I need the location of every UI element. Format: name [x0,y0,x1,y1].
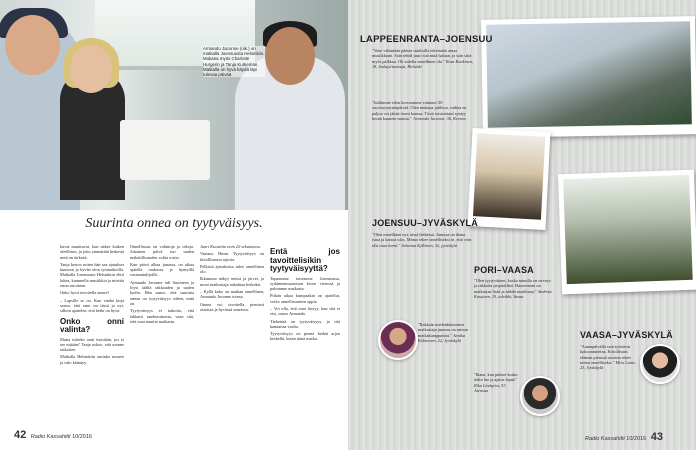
quote: "Rakkain mielenkiintoinen matkustaja junassa on minun matkakumppanini." [418,322,468,338]
photo-woman-seat [481,16,696,138]
text-column-2 [130,244,194,326]
section-title: JOENSUU–JYVÄSKYLÄ [372,218,478,228]
avatar-caption [474,372,520,393]
text-column-3 [200,244,264,314]
quote: "Aamupäivällä sain työnteon kokoontuneina. Kiitollisuus elämän pienistä asioista tekee minut onnelliseksi." [580,344,631,365]
section-title: PORI–VAASA [474,265,534,275]
smiling-man [235,55,345,210]
section-heading: Onko onni valinta? [60,316,124,335]
section-title: LAPPEENRANTA–JOENSUU [360,34,493,45]
photo-caption: Armando Jaconne (oik.) on matkalla Joensuusta Helsinkiin. Mukana myös Charlotte Hurgerin ja Tanja Kurkeman. Matkalla on hyvä käydä läpi tulevaa päivää. [203,46,265,78]
section-text [372,232,472,248]
photo-woman-portrait [467,128,550,230]
paragraph: Onko hyvä tavoitella onnea? [60,290,110,296]
paragraph: Mutta tuleeko onni itsestään, jos ei tee mitään? Tanja uskoo, että asenne ratkaisee. [60,336,124,353]
paragraph: Pelkistä ajatuksista tulee onnellinen olo. [200,263,264,275]
paragraph: Onnellisuus on valintoja ja tekoja. Jokainen päivä tuo uuden mahdollisuuden valita toisin. [130,244,194,260]
section-title: VAASA–JYVÄSKYLÄ [580,330,673,340]
paragraph: – Voi olla, että onni löytyy, kun sitä ei etsi, sanoo Armando. [270,305,340,317]
magazine-name: Radio Kassahitti [585,436,625,442]
quote-author: Johanna Kyllönen, 32, jyväskylä [401,242,458,248]
quote: "Ihana, kun pääsee kotiin äidin luo ja ajatus lepää." [474,372,518,383]
magazine-name: Radio Kassahitti [30,434,71,440]
page-number: 43 [650,431,663,443]
paragraph: – Lapsille se on. Kun vanha kirja sanoo, että onni on tässä ja nyt, silloin ajattelen, että hetki on hyvä. [60,297,124,314]
text-column-4 [270,244,340,344]
paragraph: Matkalla Helsinkiin aurinko nousee ja valo kääntyy. [60,354,124,365]
paragraph: Ikkunasta näkyy metsä ja järvet, ja moni matkustaja nukahtaa hetkeksi. [200,276,264,287]
avatar [520,376,560,416]
paragraph: Tyytyväisyys on pieniä hetkiä arjen keskellä, kuten tämä matka. [270,331,340,342]
paragraph: – Kyllä koko on matkan onnellinen, Armando Jaconne toteaa. [200,289,264,300]
paragraph: kuvat muuttuvat, kun näkee kaiken oleellisen, ja joku ymmärtää hetkestä mitä on tärkeää. [60,244,124,260]
quote-author: Annika Kolmonen, 22, Jyväskylä [418,332,466,343]
section-text [372,48,474,69]
train-table [120,120,210,180]
issue: 10/2016 [72,434,92,440]
page-number: 42 [14,429,27,441]
photo-image [563,175,693,284]
paragraph: Onnea voi tavoitella pienissä asioissa ja hyvässä seurassa. [200,301,264,312]
quote: "Olen onnellinen nyt, tässä hetkessä. Junassa on ihana istua ja katsoa ulos. Minua tekee onnelliseksi se, että voin olla oma itseni." [372,232,472,248]
quote-author: Rosa Kuokinen, 18, laulaja/tuottaja, Helsinki [372,58,474,69]
section-text [372,100,474,121]
quote: "Juhlimme eilen korvaamme vaimoni 35-vuotissyntymäpäivää. Olen mukana juhlissa, vaikka en paljoa voi jättää itseni kanssa. Tästä toistoistani syntyy kesän kaunein muisto." [372,100,467,121]
quote-author: Riku Lindqvist, 57, Joensuu [474,382,507,393]
pull-quote [0,212,348,236]
paragraph: Vastaus. Hmm. Tyytyväisyys on kiitollisuutta arjesta. [200,251,264,262]
quote-author: Andreas Kassinen, 19, talvikki, Vaasa [474,288,552,299]
paragraph: Tyytyväisyys ei tarkoita, että lakkaisi unelmoimasta, vaan sitä, että osaa nauttia matkasta. [130,308,194,324]
section-heading: Entä jos tavoittelisikin tyytyväisyyttä? [270,247,340,273]
quote-author: Armando Jaconne, 36, Kerava [413,115,466,121]
quote: "Vene vähintään pääsin studioilla tekemään omaa musiikkiani. Sain tehdä juuri sitä mitä haluan, ja sain siitä myös palkkaa. Oli todella onnellinen olo." [372,48,472,64]
train-cabin-photo [0,0,348,210]
paragraph: Juuri Kuvattiin noin 20 sekunnissa. [200,244,261,249]
pull-quote-text: Suurinta onnea on tyytyväisyys. [85,216,263,231]
avatar [640,344,680,384]
photo-image [486,21,692,128]
avatar-caption [418,322,472,343]
quote: "Olen tyytyväinen, koska minulla on terveys ja rakkaita ympärilläni. Haaveenani on matkustaa lisää ja nähdä maailmaa." [474,278,551,294]
section-text [580,344,638,370]
page-footer [14,429,92,441]
section-text [474,278,554,299]
page-footer [585,431,663,443]
paragraph: Armando Jaconne tuli Suomeen ja löysi täältä rakkauden ja uuden kodin. Hän sanoo, että suurinta onnea on tyytyväisyys siihen, mitä on. [130,279,194,306]
issue: 10/2016 [626,436,647,442]
paragraph: Tanja kertoo miten hän saa ajatukset kuntoon ja hyvän olon työmatkoilla. Matkalla Joensuusta Helsinkiin ehtii lukea, kuunnella musiikkia ja miettiä omia asioitaan. [60,261,124,289]
blonde-woman [60,70,125,200]
text-column-1 [60,244,124,367]
paragraph: Kun päivä alkaa junassa, on aikaa ajatella rauhassa ja hymyillä vastaantulijoille. [130,261,194,278]
paragraph: Tapaamme toisemme Joensuussa, sydämenmuotoisen kiven vieressä ja puhumme matkasta. [270,275,340,292]
photo-man-green [558,170,696,295]
photo-image [473,133,545,219]
paragraph: Tärkeintä on tyytyväisyys, ja sitä kannattaa vaalia. [270,318,340,329]
avatar [378,320,418,360]
quote-author: Mira Laine, 23, Jyväskylä [580,359,637,371]
paragraph: Pitkän aikaa kumpaakin on ajatellut, voiko onnellisuuteen oppia. [270,293,340,304]
